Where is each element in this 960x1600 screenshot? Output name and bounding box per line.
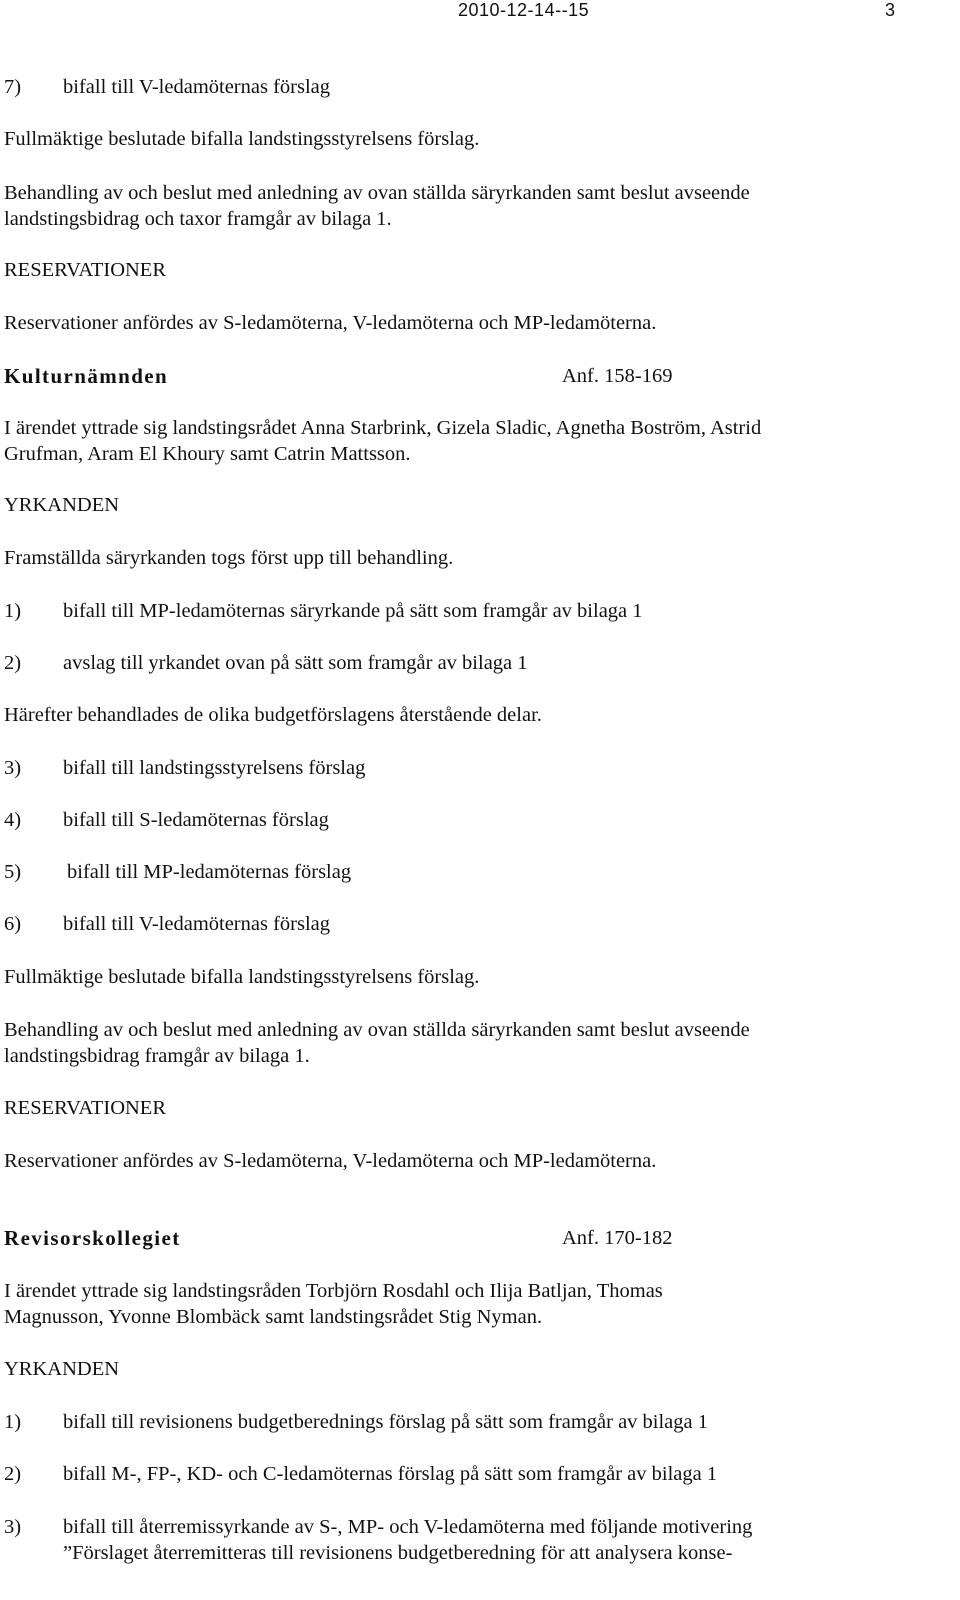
item-number: 4)	[4, 809, 22, 831]
section-reference: Anf. 170-182	[562, 1227, 673, 1249]
paragraph: landstingsbidrag och taxor framgår av bilaga 1.	[4, 208, 392, 230]
heading-reservationer: RESERVATIONER	[4, 1097, 166, 1119]
section-title-kulturnamnden: Kulturnämnden	[4, 364, 169, 388]
item-number: 3)	[4, 757, 22, 779]
paragraph: Framställda säryrkanden togs först upp till behandling.	[4, 547, 454, 569]
item-number: 1)	[4, 1411, 22, 1433]
heading-yrkanden: YRKANDEN	[4, 494, 120, 516]
item-text: bifall till revisionens budgetberednings förslag på sätt som framgår av bilaga 1	[63, 1411, 709, 1433]
section-reference: Anf. 158-169	[562, 365, 673, 387]
item-text: bifall till landstingsstyrelsens förslag	[63, 757, 366, 779]
heading-reservationer: RESERVATIONER	[4, 259, 166, 281]
item-number: 6)	[4, 913, 22, 935]
paragraph: Fullmäktige beslutade bifalla landstingsstyrelsens förslag.	[4, 966, 480, 988]
item-number: 5)	[4, 861, 22, 883]
item-number: 7)	[4, 76, 22, 98]
item-number: 2)	[4, 1463, 22, 1485]
paragraph: Härefter behandlades de olika budgetförslagens återstående delar.	[4, 704, 542, 726]
item-text: bifall till återremissyrkande av S-, MP- och V-ledamöterna med följande motivering	[63, 1516, 753, 1538]
heading-yrkanden: YRKANDEN	[4, 1358, 120, 1380]
list-item	[4, 755, 365, 781]
list-item	[4, 1409, 708, 1435]
list-item	[4, 1461, 717, 1487]
item-number: 1)	[4, 600, 22, 622]
list-item	[4, 598, 643, 624]
item-number: 3)	[4, 1516, 22, 1538]
paragraph-continuation: ”Förslaget återremitteras till revisionens budgetberedning för att analysera konse-	[63, 1542, 733, 1564]
paragraph: Magnusson, Yvonne Blombäck samt landstingsrådet Stig Nyman.	[4, 1306, 543, 1328]
paragraph: I ärendet yttrade sig landstingsrådet Anna Starbrink, Gizela Sladic, Agnetha Boström, Astrid	[4, 417, 762, 439]
item-text: bifall M-, FP-, KD- och C-ledamöternas förslag på sätt som framgår av bilaga 1	[63, 1463, 718, 1485]
list-item	[4, 859, 351, 885]
section-title-revisorskollegiet: Revisorskollegiet	[4, 1226, 181, 1250]
paragraph: Grufman, Aram El Khoury samt Catrin Mattsson.	[4, 443, 411, 465]
item-text: bifall till MP-ledamöternas förslag	[67, 861, 352, 883]
list-item	[4, 74, 330, 100]
paragraph: Behandling av och beslut med anledning av ovan ställda säryrkanden samt beslut avseende	[4, 1019, 750, 1041]
paragraph: landstingsbidrag framgår av bilaga 1.	[4, 1045, 310, 1067]
item-text: bifall till V-ledamöternas förslag	[63, 913, 331, 935]
paragraph: I ärendet yttrade sig landstingsråden Torbjörn Rosdahl och Ilija Batljan, Thomas	[4, 1280, 663, 1302]
paragraph: Fullmäktige beslutade bifalla landstingsstyrelsens förslag.	[4, 128, 480, 150]
header-date: 2010-12-14--15	[458, 0, 590, 20]
item-text: bifall till V-ledamöternas förslag	[63, 76, 331, 98]
list-item	[4, 807, 329, 833]
list-item	[4, 911, 330, 937]
page-number: 3	[885, 0, 896, 20]
list-item	[4, 650, 528, 676]
list-item	[4, 1514, 752, 1540]
item-text: avslag till yrkandet ovan på sätt som framgår av bilaga 1	[63, 652, 528, 674]
item-text: bifall till MP-ledamöternas säryrkande på sätt som framgår av bilaga 1	[63, 600, 643, 622]
item-number: 2)	[4, 652, 22, 674]
paragraph: Reservationer anfördes av S-ledamöterna, V-ledamöterna och MP-ledamöterna.	[4, 1150, 657, 1172]
item-text: bifall till S-ledamöternas förslag	[63, 809, 329, 831]
paragraph: Behandling av och beslut med anledning av ovan ställda säryrkanden samt beslut avseende	[4, 182, 750, 204]
paragraph: Reservationer anfördes av S-ledamöterna, V-ledamöterna och MP-ledamöterna.	[4, 312, 657, 334]
